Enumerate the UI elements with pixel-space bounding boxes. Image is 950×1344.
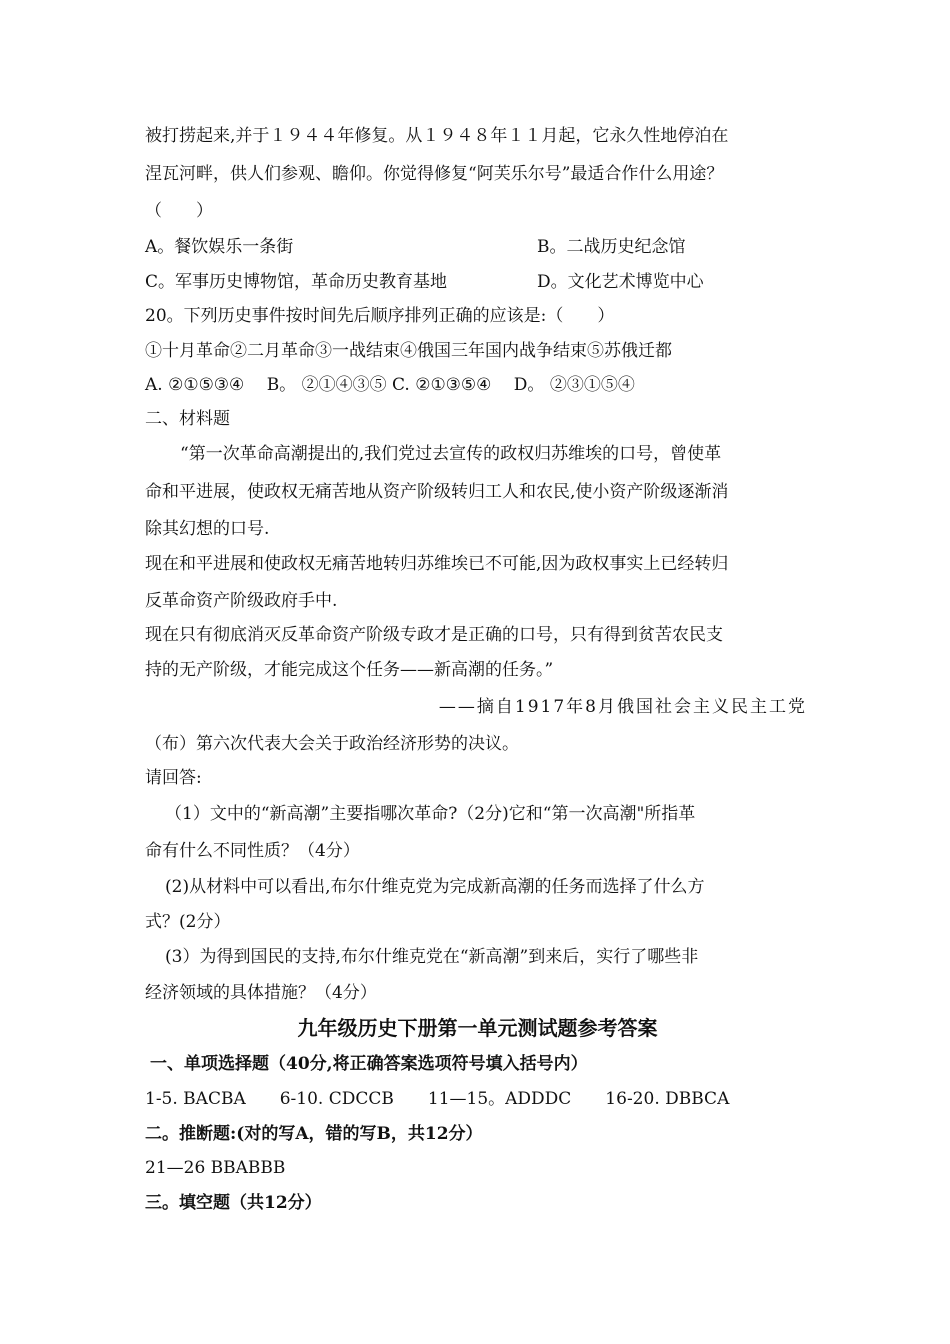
material-quote-line: 命和平进展，使政权无痛苦地从资产阶级转归工人和农民,使小资产阶级逐渐消 [145, 482, 729, 502]
answer-key-title: 九年级历史下册第一单元测试题参考答案 [297, 1016, 658, 1040]
q19-line-2: 涅瓦河畔，供人们参观、瞻仰。你觉得修复“阿芙乐尔号”最适合作什么用途？ [145, 164, 724, 184]
material-quote-line: 反革命资产阶级政府手中. [145, 591, 338, 611]
answer-prompt: 请回答: [145, 768, 202, 788]
sub-question-2a: (2)从材料中可以看出,布尔什维克党为完成新高潮的任务而选择了什么方 [165, 877, 705, 897]
q19-line-1: 被打捞起来,并于１９４４年修复。从１９４８年１１月起，它永久性地停泊在 [145, 126, 729, 146]
q19-option-c: C。军事历史博物馆，革命历史教育基地 [145, 272, 448, 292]
q19-option-d: D。文化艺术博览中心 [537, 272, 704, 292]
q19-answer-blank: （ ） [145, 201, 213, 221]
q19-option-b: B。二战历史纪念馆 [537, 237, 686, 257]
material-source-line-2: （布）第六次代表大会关于政治经济形势的决议。 [145, 734, 519, 754]
answer-section-1-heading: 一、单项选择题（40分,将正确答案选项符号填入括号内） [150, 1054, 588, 1074]
material-quote-line: 除其幻想的口号. [145, 519, 270, 539]
q19-option-a: A。餐饮娱乐一条街 [145, 237, 294, 257]
sub-question-1b: 命有什么不同性质？（4分） [145, 841, 360, 861]
material-source-line-1: ——摘自1917年8月俄国社会主义民主工党 [438, 697, 807, 717]
material-quote-line: 持的无产阶级，才能完成这个任务——新高潮的任务。” [145, 660, 554, 680]
q20-stem: 20。下列历史事件按时间先后顺序排列正确的应该是:（ ） [145, 306, 615, 326]
answer-section-2-line: 21—26 BBABBB [145, 1158, 286, 1178]
material-quote-line: 现在只有彻底消灭反革命资产阶级专政才是正确的口号，只有得到贫苦农民支 [145, 625, 723, 645]
q19-options-row-2 [145, 271, 810, 293]
material-quote-line: 现在和平进展和使政权无痛苦地转归苏维埃已不可能,因为政权事实上已经转归 [145, 554, 729, 574]
answer-section-2-heading: 二。推断题:(对的写A，错的写B，共12分） [145, 1124, 483, 1144]
sub-question-1a: （1）文中的“新高潮”主要指哪次革命?（2分)它和“第一次高潮"所指革 [165, 804, 696, 824]
q19-options-row-1 [145, 236, 810, 258]
answer-section-1-line: 1-5. BACBA 6-10. CDCCB 11—15。ADDDC 16-20. DBBCA [145, 1089, 730, 1109]
q20-options: A. ②①⑤③④ B。 ②①④③⑤ C. ②①③⑤④ D。 ②③①⑤④ [145, 375, 635, 395]
answer-section-3-heading: 三。填空题（共12分） [145, 1193, 322, 1213]
sub-question-3b: 经济领域的具体措施？（4分） [145, 983, 377, 1003]
sub-question-2b: 式？(2分） [145, 912, 231, 932]
sub-question-3a: (3）为得到国民的支持,布尔什维克党在“新高潮”到来后，实行了哪些非 [165, 947, 699, 967]
section-2-heading: 二、材料题 [145, 409, 230, 429]
material-quote-line: “第一次革命高潮提出的,我们党过去宣传的政权归苏维埃的口号，曾使革 [180, 444, 722, 464]
q20-events: ①十月革命②二月革命③一战结束④俄国三年国内战争结束⑤苏俄迁都 [145, 341, 672, 361]
